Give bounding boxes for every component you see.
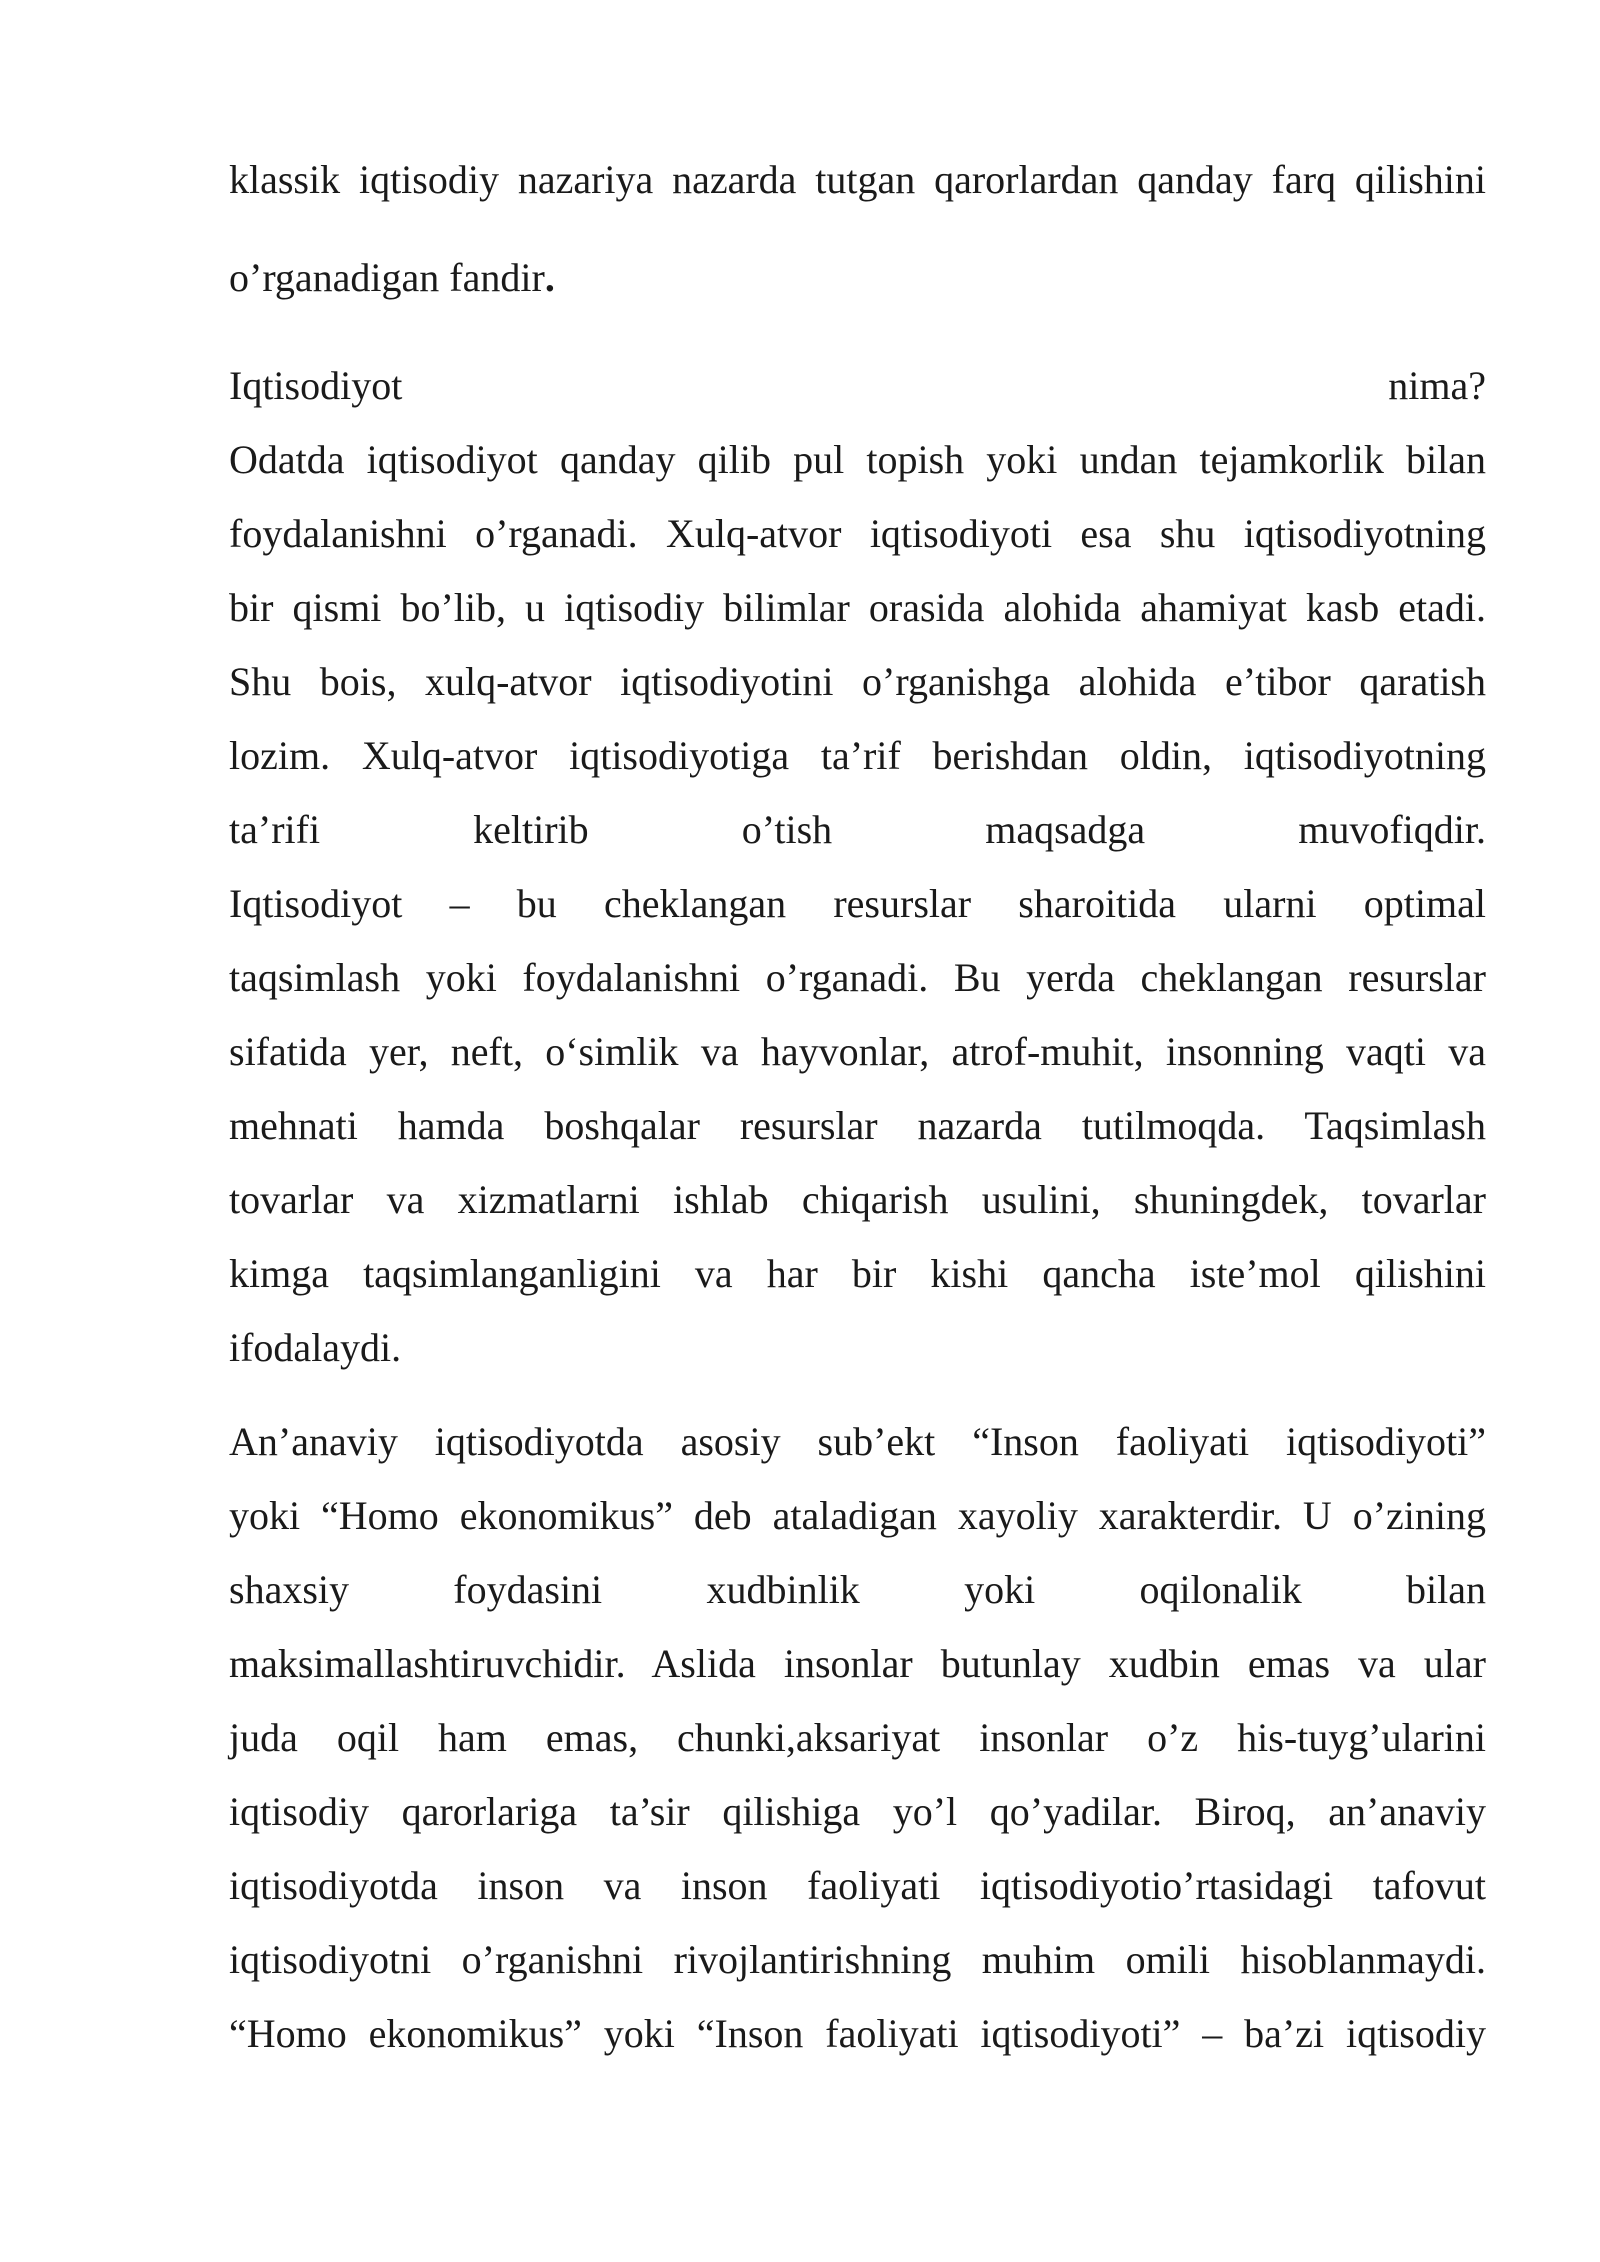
paragraph-2-line: Iqtisodiyot – bu cheklangan resurslar sharoitida ularni optimal: [229, 881, 1486, 926]
paragraph-2-line: lozim. Xulq-atvor iqtisodiyotiga ta’rif berishdan oldin, iqtisodiyotning: [229, 733, 1486, 778]
paragraph-2-line: mehnati hamda boshqalar resurslar nazarda tutilmoqda. Taqsimlash: [229, 1103, 1486, 1148]
paragraph-1-last-line: [229, 253, 1486, 303]
paragraph-3-line: iqtisodiyotni o’rganishni rivojlantirishning muhim omili hisoblanmaydi.: [229, 1937, 1486, 1982]
paragraph-2-line: sifatida yer, neft, o‘simlik va hayvonlar, atrof-muhit, insonning vaqti va: [229, 1029, 1486, 1074]
section-heading: [229, 361, 1486, 411]
paragraph-2-last-line: ifodalaydi.: [229, 1325, 402, 1370]
heading-left-text: Iqtisodiyot: [229, 363, 403, 408]
paragraph-3-line: An’anaviy iqtisodiyotda asosiy sub’ekt “Inson faoliyati iqtisodiyoti”: [229, 1419, 1486, 1464]
paragraph-2-line: tovarlar va xizmatlarni ishlab chiqarish usulini, shuningdek, tovarlar: [229, 1177, 1486, 1222]
paragraph-1-end-mark: .: [544, 255, 555, 300]
paragraph-1-last-text: o’rganadigan fandir: [229, 255, 545, 300]
paragraph-2-line: taqsimlash yoki foydalanishni o’rganadi. Bu yerda cheklangan resurslar: [229, 955, 1486, 1000]
paragraph-1-line: klassik iqtisodiy nazariya nazarda tutgan qarorlardan qanday farq qilishini: [229, 157, 1486, 202]
paragraph-3-line: shaxsiy foydasini xudbinlik yoki oqilonalik bilan: [229, 1567, 1486, 1612]
paragraph-2-line: foydalanishni o’rganadi. Xulq-atvor iqtisodiyoti esa shu iqtisodiyotning: [229, 511, 1486, 556]
paragraph-3-line: iqtisodiy qarorlariga ta’sir qilishiga yo’l qo’yadilar. Biroq, an’anaviy: [229, 1789, 1486, 1834]
paragraph-2-line: Odatda iqtisodiyot qanday qilib pul topish yoki undan tejamkorlik bilan: [229, 437, 1486, 482]
paragraph-2-line: bir qismi bo’lib, u iqtisodiy bilimlar orasida alohida ahamiyat kasb etadi.: [229, 585, 1486, 630]
paragraph-3-line: juda oqil ham emas, chunki,aksariyat insonlar o’z his-tuyg’ularini: [229, 1715, 1486, 1760]
paragraph-2-line: ta’rifi keltirib o’tish maqsadga muvofiqdir.: [229, 807, 1486, 852]
paragraph-3-line: maksimallashtiruvchidir. Aslida insonlar butunlay xudbin emas va ular: [229, 1641, 1486, 1686]
paragraph-2-line: kimga taqsimlanganligini va har bir kishi qancha iste’mol qilishini: [229, 1251, 1486, 1296]
paragraph-3-line: yoki “Homo ekonomikus” deb ataladigan xayoliy xarakterdir. U o’zining: [229, 1493, 1486, 1538]
paragraph-3-line: iqtisodiyotda inson va inson faoliyati iqtisodiyotio’rtasidagi tafovut: [229, 1863, 1486, 1908]
paragraph-2-line: Shu bois, xulq-atvor iqtisodiyotini o’rganishga alohida e’tibor qaratish: [229, 659, 1486, 704]
paragraph-3-line: “Homo ekonomikus” yoki “Inson faoliyati iqtisodiyoti” – ba’zi iqtisodiy: [229, 2011, 1486, 2056]
heading-right-text: nima?: [1388, 363, 1486, 408]
